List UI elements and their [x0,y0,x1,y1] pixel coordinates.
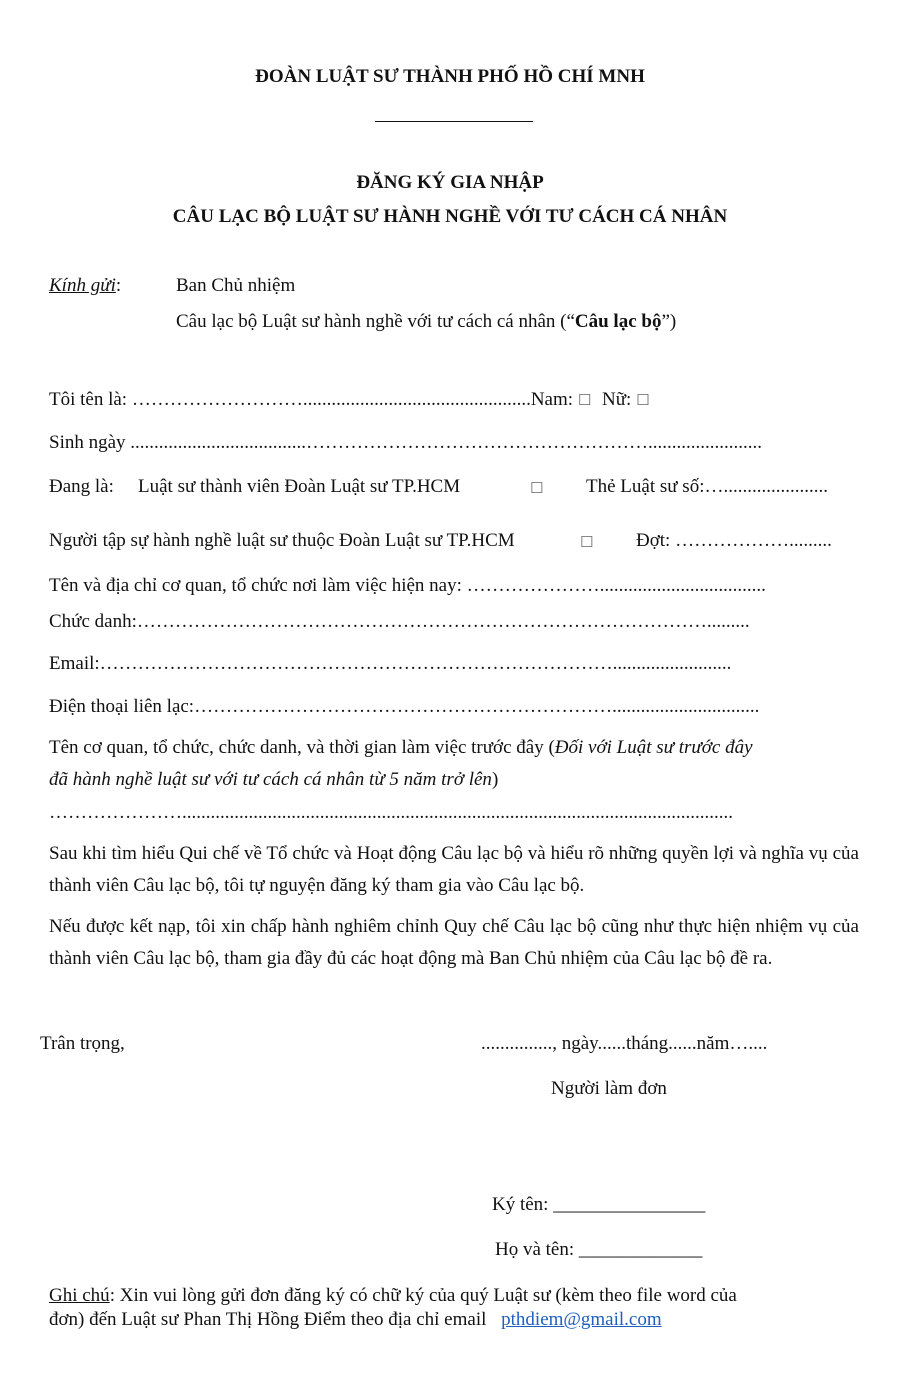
female-label: Nữ: [602,389,632,410]
addressee-line-2-post: ”) [661,311,677,332]
note-line-1 [49,1285,737,1307]
regards-text: Trân trọng, [40,1033,125,1054]
male-checkbox[interactable]: ☐ [577,391,592,409]
form-title-line-1: ĐĂNG KÝ GIA NHẬP [356,172,544,193]
body-paragraph-1 [49,838,859,902]
email-field[interactable]: Email:………………………………………………………………………......................... [49,653,732,674]
phone-field[interactable]: Điện thoại liên lạc:…………………………………………………………............................... [49,696,760,717]
dob-field[interactable]: Sinh ngày .....................................………………………………………………........................ [49,432,763,453]
note-text-2: đơn) đến Luật sư Phan Thị Hồng Điểm theo địa chỉ email [49,1309,487,1330]
addressee-line-2 [176,311,676,333]
workplace-field[interactable]: Tên và địa chỉ cơ quan, tổ chức nơi làm việc hiện nay: …………………................................... [49,575,766,596]
lawyer-card-field[interactable]: Thẻ Luật sư số:…...................... [586,476,828,497]
contact-email-link[interactable]: pthdiem@gmail.com [501,1309,662,1330]
addressee-colon: : [115,275,122,296]
note-line-2 [49,1309,662,1331]
female-checkbox[interactable]: ☐ [636,391,650,409]
body-paragraph-1-text: Sau khi tìm hiểu Qui chế về Tổ chức và Hoạt động Câu lạc bộ và hiểu rõ những quyền lợi và nghĩa vụ của thành viên Câu lạc bộ, tôi tự nguyện đăng ký tham gia vào Câu lạc bộ. [49,843,859,896]
batch-field[interactable]: Đợt: ………………......... [636,530,832,551]
full-name-field[interactable]: Họ và tên: _____________ [495,1239,703,1260]
addressee-line-2-pre: Câu lạc bộ Luật sư hành nghề với tư cách cá nhân (“ [176,311,575,332]
status-member-label: Luật sư thành viên Đoàn Luật sư TP.HCM [138,476,461,497]
organization-title: ĐOÀN LUẬT SƯ THÀNH PHỐ HỒ CHÍ MNH [255,66,645,87]
addressee-line-1: Ban Chủ nhiệm [176,275,296,296]
body-paragraph-2 [49,911,859,975]
trainee-label: Người tập sự hành nghề luật sư thuộc Đoàn Luật sư TP.HCM [49,530,515,551]
member-checkbox[interactable]: ☐ [530,479,544,497]
signature-field[interactable]: Ký tên: ________________ [492,1194,706,1215]
body-paragraph-2-text: Nếu được kết nạp, tôi xin chấp hành nghiêm chỉnh Quy chế Câu lạc bộ cũng như thực hiện nhiệm vụ của thành viên Câu lạc bộ, tham gia đầy đủ các hoạt động mà Ban Chủ nhiệm của Câu lạc bộ đề ra. [49,916,859,969]
applicant-label: Người làm đơn [551,1078,667,1099]
trainee-checkbox[interactable]: ☐ [580,533,594,551]
date-line[interactable]: ..............., ngày......tháng......năm….... [481,1033,768,1054]
note-label: Ghi chú [49,1285,110,1306]
name-field[interactable]: Tôi tên là: ………………………................................................Nam: [49,389,574,410]
note-text-1: : Xin vui lòng gửi đơn đăng ký có chữ ký của quý Luật sư (kèm theo file word của [109,1285,737,1306]
previous-work-note-1: Đối với Luật sư trước đây [554,737,753,758]
form-title-line-2: CÂU LẠC BỘ LUẬT SƯ HÀNH NGHỀ VỚI TƯ CÁCH CÁ NHÂN [172,206,728,227]
club-short-name: Câu lạc bộ [574,311,662,332]
previous-work-note-2: đã hành nghề luật sư với tư cách cá nhân từ 5 năm trở lên [49,769,492,790]
previous-work-close: ) [491,769,499,790]
header-divider [375,121,533,122]
addressee-label-text: Kính gửi [49,275,116,296]
status-label: Đang là: [49,476,114,497]
previous-work-field[interactable]: ………………….................................................................................................................... [49,802,733,823]
previous-work-line-2 [49,769,498,791]
position-field[interactable]: Chức danh:………………………………………………………………………………......... [49,611,750,632]
addressee-label [49,275,121,297]
previous-work-text: Tên cơ quan, tổ chức, chức danh, và thời gian làm việc trước đây ( [49,737,555,758]
name-row [49,389,650,411]
previous-work-line-1 [49,737,753,759]
